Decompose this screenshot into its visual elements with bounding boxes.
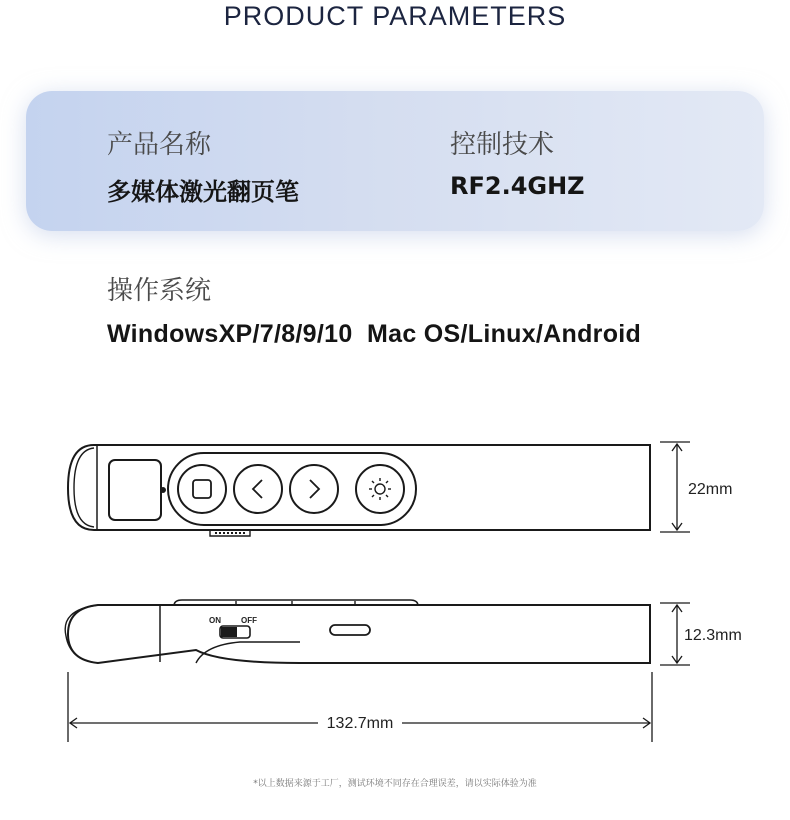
width-dimension-label: 22mm xyxy=(688,481,733,498)
switch-off-label: OFF xyxy=(241,616,257,625)
stop-icon xyxy=(193,480,211,498)
product-dimension-drawing xyxy=(0,420,790,760)
os-label: 操作系统 xyxy=(107,276,212,306)
chevron-left-icon xyxy=(253,480,262,498)
params-card xyxy=(26,91,764,231)
width-dimension xyxy=(660,442,690,532)
disclaimer-footnote: *以上数据来源于工厂，测试环境不同存在合理误差，请以实际体验为准 xyxy=(253,779,537,789)
indicator-dot xyxy=(161,488,165,492)
next-button xyxy=(290,465,338,513)
control-tech-label: 控制技术 xyxy=(450,130,555,160)
laser-icon xyxy=(369,478,391,500)
laser-button xyxy=(356,465,404,513)
usb-c-port xyxy=(330,625,370,635)
switch-on-label: ON xyxy=(209,616,221,625)
top-view xyxy=(68,445,650,536)
control-tech-value: RF2.4GHZ xyxy=(450,172,585,200)
stop-button xyxy=(178,465,226,513)
product-name-label: 产品名称 xyxy=(107,130,212,160)
power-switch-knob xyxy=(222,628,236,636)
length-dimension-label: 132.7mm xyxy=(326,715,394,732)
pen-cap-edge xyxy=(74,448,94,527)
laser-window xyxy=(109,460,161,520)
os-value: WindowsXP/7/8/9/10 Mac OS/Linux/Android xyxy=(107,320,642,348)
thickness-dimension-label: 12.3mm xyxy=(684,627,742,644)
pen-side-outline xyxy=(68,605,650,663)
pen-body-outline xyxy=(68,445,650,530)
side-view xyxy=(65,600,650,663)
page-title: PRODUCT PARAMETERS xyxy=(223,1,567,31)
chevron-right-icon xyxy=(310,480,319,498)
previous-button xyxy=(234,465,282,513)
product-name-value: 多媒体激光翻页笔 xyxy=(107,178,299,206)
button-panel xyxy=(168,453,416,525)
